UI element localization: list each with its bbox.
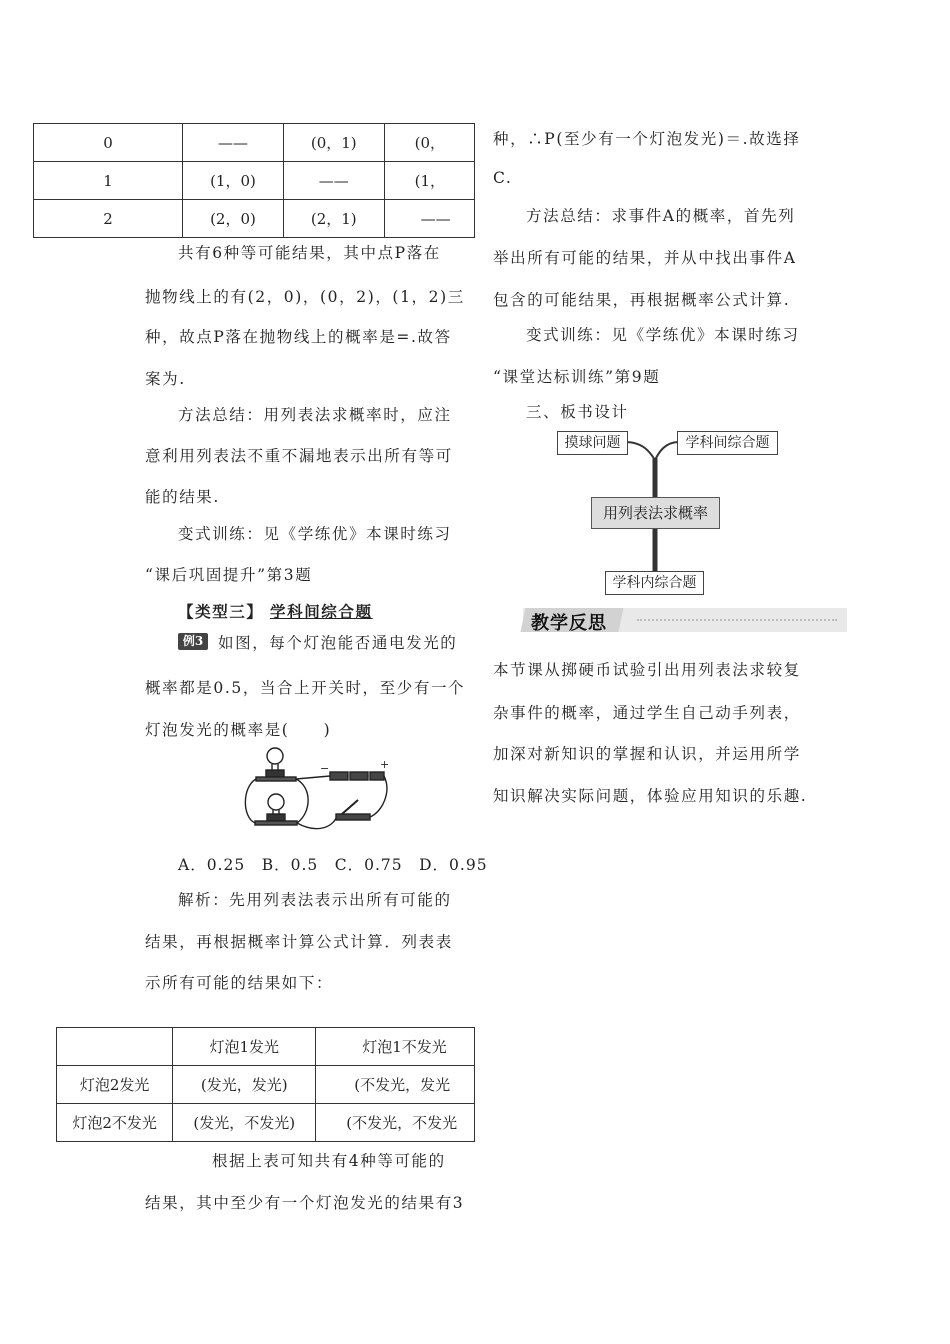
table1-cell: (1，	[384, 162, 474, 200]
example-line: 概率都是0.5，当合上开关时，至少有一个	[145, 679, 466, 697]
table1-cell: (2，1)	[283, 200, 384, 238]
table1-cell: 0	[34, 124, 183, 162]
reflection-header	[523, 608, 847, 632]
variant-training-line: “课后巩固提升”第3题	[145, 566, 313, 584]
bulb-icon	[267, 748, 283, 764]
example-badge	[178, 633, 208, 650]
table1-cell: ——	[183, 124, 284, 162]
example-line: 如图，每个灯泡能否通电发光的	[218, 634, 458, 652]
method-summary-line: 能的结果.	[145, 488, 220, 506]
outcome-table-2	[56, 1027, 475, 1142]
table2-header-cell: 灯泡1发光	[173, 1028, 316, 1066]
type-heading-bracket: 【类型三】	[178, 602, 264, 621]
type-heading-title: 学科间综合题	[270, 602, 373, 621]
paragraph-line: 共有6种等可能结果，其中点P落在	[178, 244, 441, 262]
example-line: 灯泡发光的概率是( )	[145, 721, 332, 739]
reflection-title: 教学反思	[531, 613, 607, 634]
conclusion-line: 结果，其中至少有一个灯泡发光的结果有3	[145, 1194, 465, 1212]
reflection-line: 本节课从掷硬币试验引出用列表法求较复	[493, 661, 801, 679]
bulb-icon	[268, 794, 284, 810]
table2-cell: 灯泡2发光	[57, 1066, 173, 1104]
example-badge-label: 例3	[182, 634, 204, 648]
reflection-line: 加深对新知识的掌握和认识，并运用所学	[493, 745, 801, 763]
outcome-table-1	[33, 123, 475, 238]
board-node-center: 用列表法求概率	[591, 497, 720, 529]
table1-cell: (2，0)	[183, 200, 284, 238]
table1-cell: 1	[34, 162, 183, 200]
paragraph-line: 抛物线上的有(2，0)，(0，2)，(1，2)三	[145, 288, 465, 306]
table2-header-cell: 灯泡1不发光	[316, 1028, 475, 1066]
analysis-line: 结果，再根据概率计算公式计算．列表表	[145, 933, 453, 951]
minus-sign: −	[320, 762, 330, 775]
continuation-line: C.	[493, 169, 513, 187]
variant-training-line: 变式训练：见《学练优》本课时练习	[178, 525, 452, 543]
analysis-line: 示所有可能的结果如下：	[145, 974, 334, 992]
analysis-line: 解析：先用列表法表示出所有可能的	[178, 891, 452, 909]
table2-cell: (不发光，不发光	[316, 1104, 475, 1142]
variant-training-line: 变式训练：见《学练优》本课时练习	[526, 326, 800, 344]
table2-cell: (发光，不发光)	[173, 1104, 316, 1142]
board-node-right: 学科间综合题	[677, 431, 778, 455]
table1-cell: ——	[384, 200, 474, 238]
method-summary-line: 包含的可能结果，再根据概率公式计算.	[493, 291, 791, 309]
paragraph-line: 种，故点P落在抛物线上的概率是=.故答	[145, 328, 452, 346]
method-summary-line: 方法总结：求事件A的概率，首先列	[526, 207, 796, 225]
section-heading: 三、板书设计	[526, 403, 629, 421]
paragraph-line: 案为.	[145, 370, 186, 388]
conclusion-line: 根据上表可知共有4种等可能的	[212, 1152, 446, 1170]
reflection-line: 杂事件的概率，通过学生自己动手列表，	[493, 704, 801, 722]
table2-cell: 灯泡2不发光	[57, 1104, 173, 1142]
table1-cell: (0，1)	[283, 124, 384, 162]
table1-cell: (1，0)	[183, 162, 284, 200]
table2-header-cell	[57, 1028, 173, 1066]
table1-cell: 2	[34, 200, 183, 238]
plus-sign: +	[380, 758, 390, 771]
table1-cell: ——	[283, 162, 384, 200]
variant-training-line: “课堂达标训练”第9题	[493, 368, 661, 386]
method-summary-line: 举出所有可能的结果，并从中找出事件A	[493, 249, 797, 267]
circuit-diagram	[242, 742, 392, 838]
method-summary-line: 意利用列表法不重不漏地表示出所有等可	[145, 447, 453, 465]
table2-cell: (发光，发光)	[173, 1066, 316, 1104]
table1-cell: (0，	[384, 124, 474, 162]
continuation-line: 种，∴P(至少有一个灯泡发光)＝.故选择	[493, 130, 801, 148]
reflection-divider	[637, 619, 837, 621]
board-node-bottom: 学科内综合题	[605, 571, 704, 595]
table2-cell: (不发光，发光	[316, 1066, 475, 1104]
method-summary-line: 方法总结：用列表法求概率时，应注	[178, 406, 452, 424]
board-node-left: 摸球问题	[557, 431, 628, 455]
reflection-line: 知识解决实际问题，体验应用知识的乐趣.	[493, 787, 808, 805]
answer-options: A．0.25 B．0.5 C．0.75 D．0.95	[178, 856, 488, 874]
